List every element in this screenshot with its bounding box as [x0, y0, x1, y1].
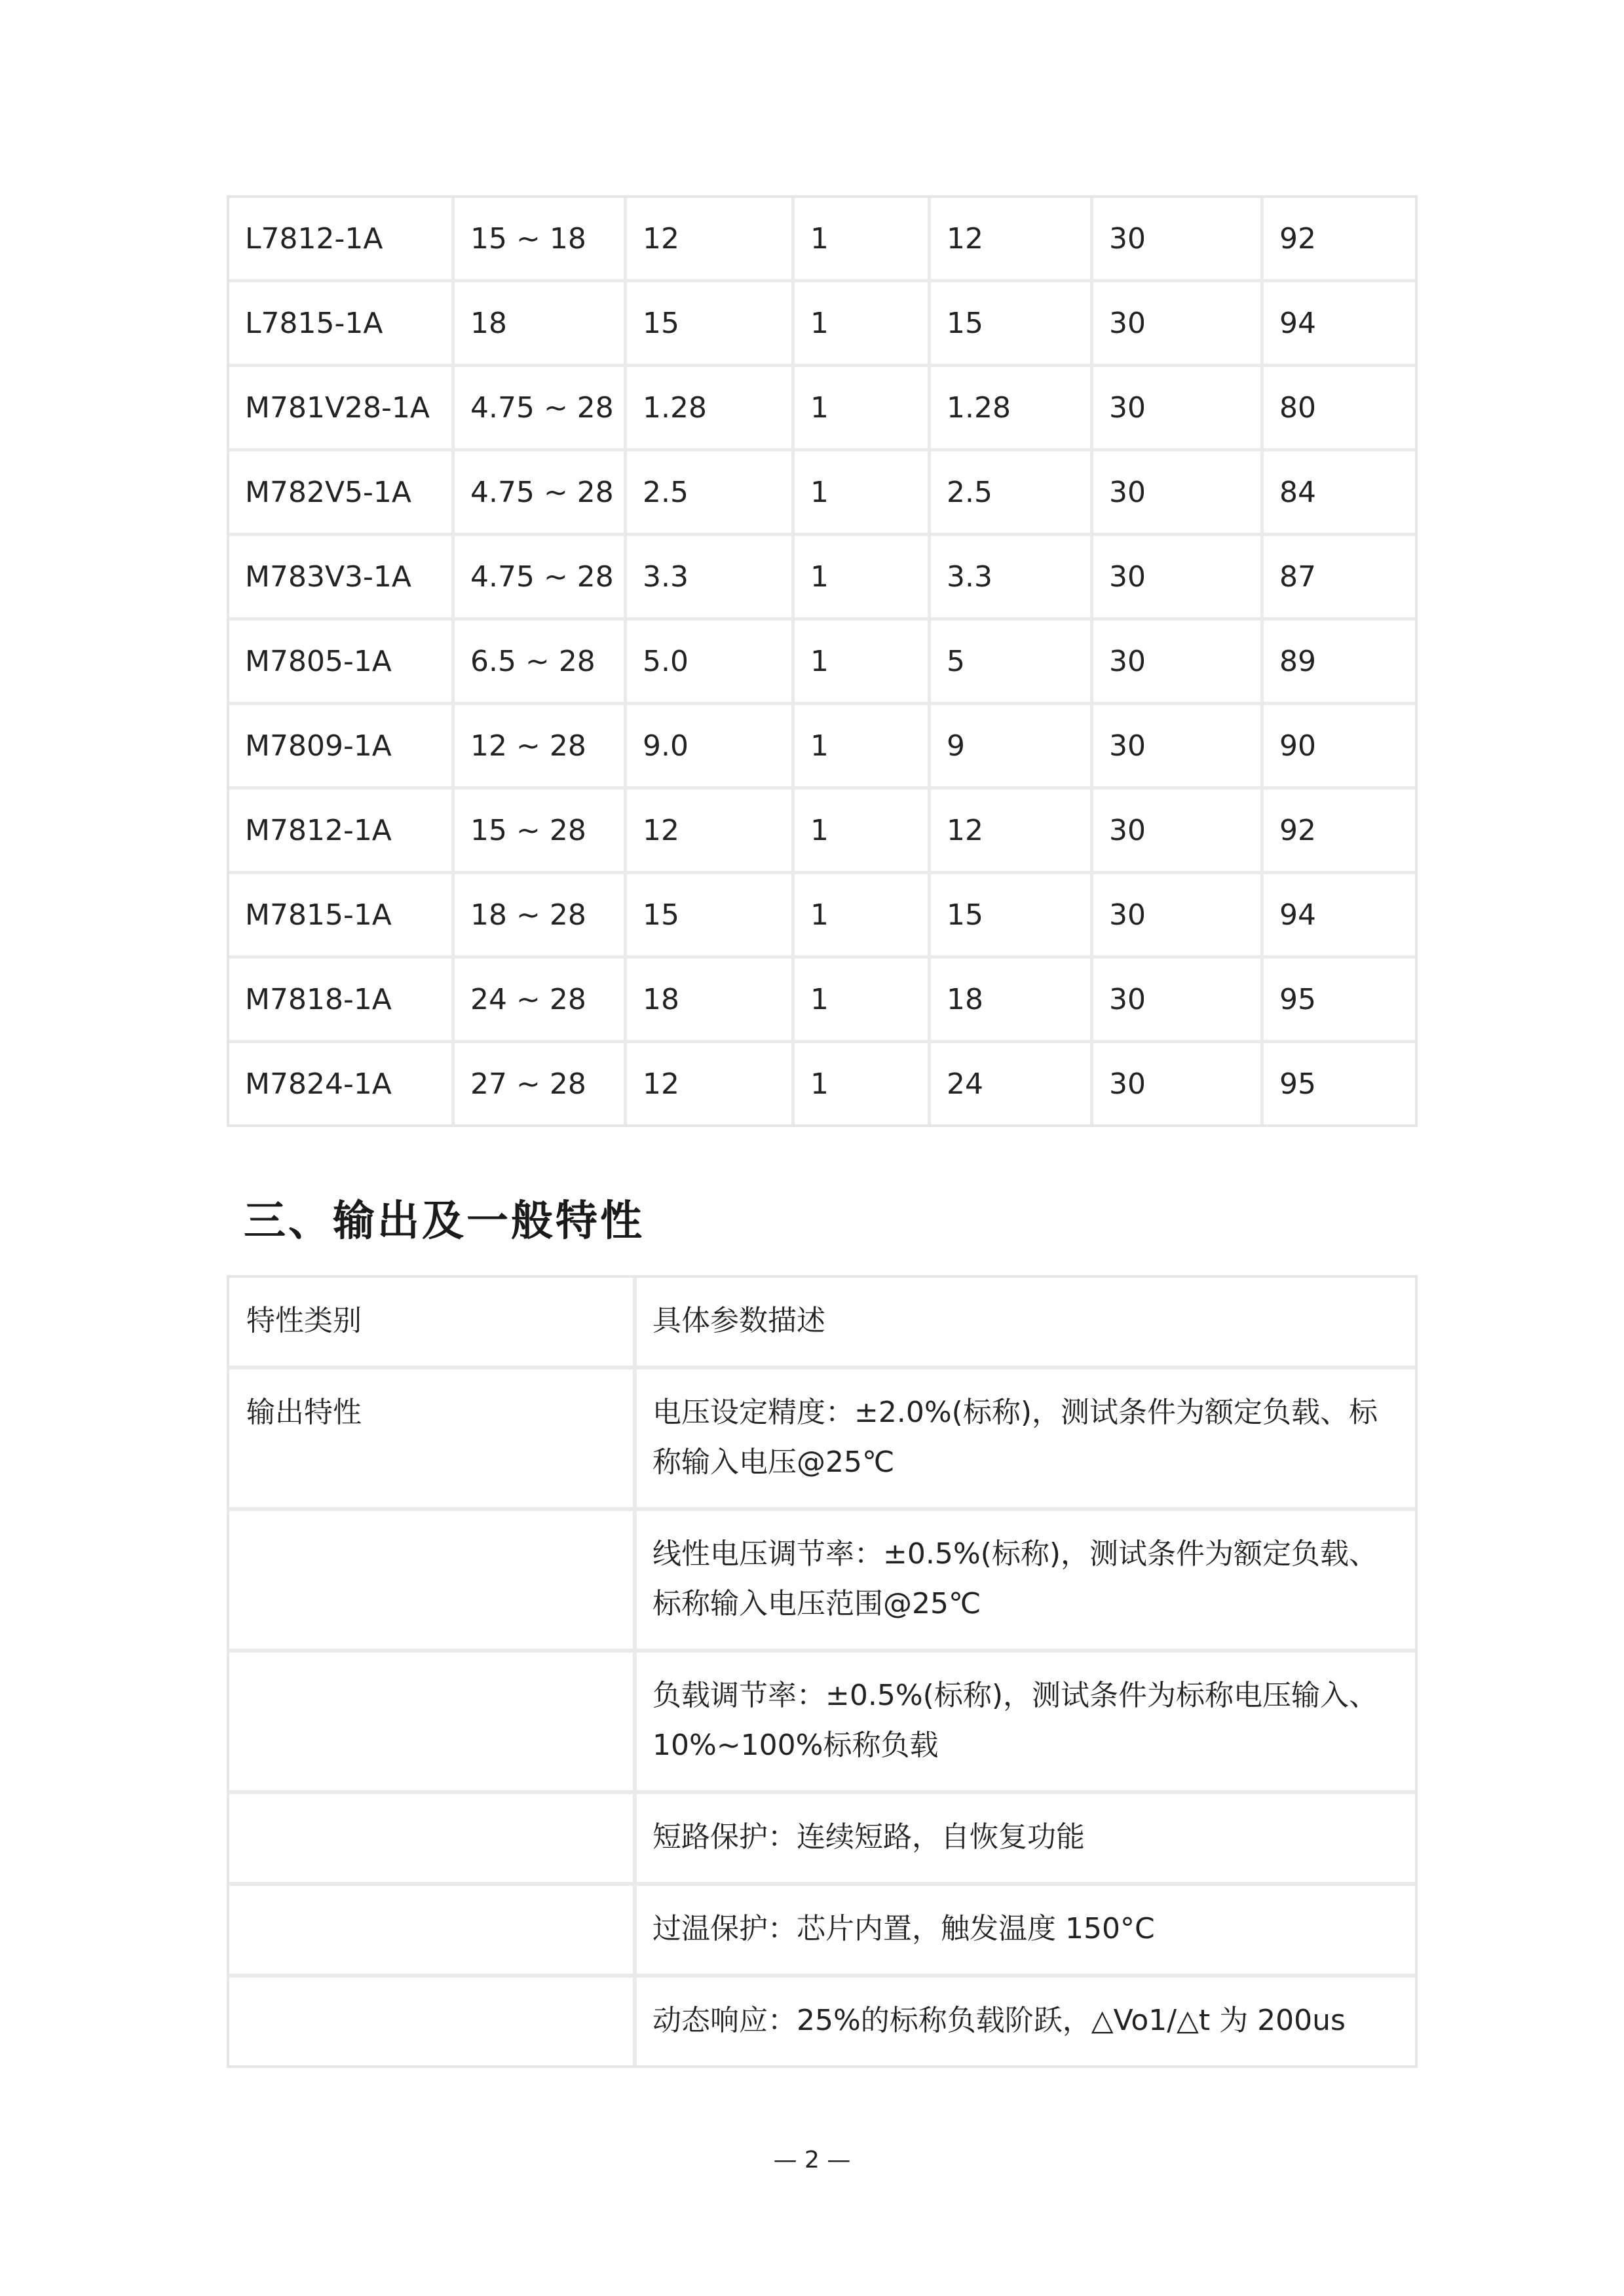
ripple-cell: 30 [1093, 959, 1264, 1043]
header-category: 特性类别 [229, 1278, 637, 1369]
model-cell: M7812-1A [229, 790, 455, 874]
ripple-cell: 30 [1093, 451, 1264, 536]
model-cell: M7809-1A [229, 705, 455, 790]
table-row [229, 1653, 1415, 1794]
efficiency-cell: 90 [1264, 705, 1415, 790]
output-current-cell: 1 [795, 705, 931, 790]
efficiency-cell: 94 [1264, 282, 1415, 367]
table-row [229, 367, 1415, 451]
output-current-cell: 1 [795, 790, 931, 874]
description-cell: 动态响应：25%的标称负载阶跃，△Vo1/△t 为 200us [652, 2004, 1346, 2037]
ripple-cell: 30 [1093, 790, 1264, 874]
output-current-cell: 1 [795, 536, 931, 621]
model-cell: M7815-1A [229, 874, 455, 959]
input-range-cell: 4.75 ~ 28 [455, 536, 627, 621]
description-cell: 电压设定精度：±2.0%(标称)，测试条件为额定负载、标称输入电压@25℃ [637, 1369, 1415, 1511]
output-current-cell: 1 [795, 367, 931, 451]
power-cell: 15 [931, 282, 1093, 367]
table-row [229, 1886, 1415, 1978]
output-voltage-cell: 15 [627, 874, 795, 959]
input-range-cell: 12 ~ 28 [455, 705, 627, 790]
table-row [229, 705, 1415, 790]
model-cell: M783V3-1A [229, 536, 455, 621]
ripple-cell: 30 [1093, 367, 1264, 451]
output-current-cell: 1 [795, 282, 931, 367]
description-cell: 负载调节率：±0.5%(标称)，测试条件为标称电压输入、10%~100%标称负载 [637, 1653, 1415, 1794]
description-cell: 线性电压调节率：±0.5%(标称)，测试条件为额定负载、标称输入电压范围@25℃ [637, 1511, 1415, 1653]
model-spec-table [227, 195, 1418, 1127]
output-current-cell: 1 [795, 959, 931, 1043]
power-cell: 3.3 [931, 536, 1093, 621]
table-row [229, 621, 1415, 705]
table-row [229, 1511, 1415, 1653]
efficiency-cell: 80 [1264, 367, 1415, 451]
efficiency-cell: 92 [1264, 198, 1415, 282]
power-cell: 9 [931, 705, 1093, 790]
description-cell: 短路保护：连续短路，自恢复功能 [637, 1794, 1415, 1886]
output-voltage-cell: 5.0 [627, 621, 795, 705]
table-row [229, 790, 1415, 874]
table-row [229, 959, 1415, 1043]
efficiency-cell: 92 [1264, 790, 1415, 874]
input-range-cell: 6.5 ~ 28 [455, 621, 627, 705]
output-voltage-cell: 12 [627, 198, 795, 282]
table-row [229, 1043, 1415, 1124]
description-cell: 过温保护：芯片内置，触发温度 150°C [637, 1886, 1415, 1978]
output-voltage-cell: 15 [627, 282, 795, 367]
model-cell: M782V5-1A [229, 451, 455, 536]
ripple-cell: 30 [1093, 198, 1264, 282]
input-range-cell: 24 ~ 28 [455, 959, 627, 1043]
output-current-cell: 1 [795, 621, 931, 705]
model-cell: M7818-1A [229, 959, 455, 1043]
output-voltage-cell: 3.3 [627, 536, 795, 621]
power-cell: 15 [931, 874, 1093, 959]
model-cell: L7815-1A [229, 282, 455, 367]
input-range-cell: 4.75 ~ 28 [455, 367, 627, 451]
output-current-cell: 1 [795, 451, 931, 536]
output-current-cell: 1 [795, 874, 931, 959]
table-row [229, 282, 1415, 367]
input-range-cell: 4.75 ~ 28 [455, 451, 627, 536]
power-cell: 5 [931, 621, 1093, 705]
power-cell: 18 [931, 959, 1093, 1043]
table-row [229, 198, 1415, 282]
input-range-cell: 27 ~ 28 [455, 1043, 627, 1124]
power-cell: 12 [931, 790, 1093, 874]
output-characteristics-table [227, 1275, 1418, 2068]
model-cell: M781V28-1A [229, 367, 455, 451]
efficiency-cell: 84 [1264, 451, 1415, 536]
output-voltage-cell: 18 [627, 959, 795, 1043]
input-range-cell: 18 ~ 28 [455, 874, 627, 959]
model-cell: L7812-1A [229, 198, 455, 282]
model-cell: M7824-1A [229, 1043, 455, 1124]
ripple-cell: 30 [1093, 705, 1264, 790]
output-current-cell: 1 [795, 1043, 931, 1124]
efficiency-cell: 87 [1264, 536, 1415, 621]
page-number: — 2 — [773, 2147, 851, 2173]
ripple-cell: 30 [1093, 282, 1264, 367]
input-range-cell: 15 ~ 18 [455, 198, 627, 282]
output-voltage-cell: 12 [627, 790, 795, 874]
category-cell [229, 1886, 637, 1978]
section-heading: 三、输出及一般特性 [244, 1197, 645, 1246]
ripple-cell: 30 [1093, 1043, 1264, 1124]
output-voltage-cell: 2.5 [627, 451, 795, 536]
table-header-row [229, 1278, 1415, 1369]
output-current-cell: 1 [795, 198, 931, 282]
category-cell [229, 1653, 637, 1794]
table-row [229, 874, 1415, 959]
table-row [229, 1369, 1415, 1511]
efficiency-cell: 89 [1264, 621, 1415, 705]
output-voltage-cell: 9.0 [627, 705, 795, 790]
efficiency-cell: 94 [1264, 874, 1415, 959]
model-cell: M7805-1A [229, 621, 455, 705]
power-cell: 24 [931, 1043, 1093, 1124]
ripple-cell: 30 [1093, 621, 1264, 705]
output-voltage-cell: 12 [627, 1043, 795, 1124]
table-row [229, 451, 1415, 536]
input-range-cell: 18 [455, 282, 627, 367]
ripple-cell: 30 [1093, 874, 1264, 959]
input-range-cell: 15 ~ 28 [455, 790, 627, 874]
category-cell: 输出特性 [229, 1369, 637, 1511]
table-row [229, 536, 1415, 621]
power-cell: 1.28 [931, 367, 1093, 451]
ripple-cell: 30 [1093, 536, 1264, 621]
header-description: 具体参数描述 [637, 1278, 1415, 1369]
category-cell [229, 1794, 637, 1886]
category-cell [229, 1978, 637, 2065]
category-cell [229, 1511, 637, 1653]
power-cell: 12 [931, 198, 1093, 282]
power-cell: 2.5 [931, 451, 1093, 536]
output-voltage-cell: 1.28 [627, 367, 795, 451]
efficiency-cell: 95 [1279, 1067, 1316, 1101]
efficiency-cell: 95 [1264, 959, 1415, 1043]
table-row [229, 1794, 1415, 1886]
table-row [229, 1978, 1415, 2065]
